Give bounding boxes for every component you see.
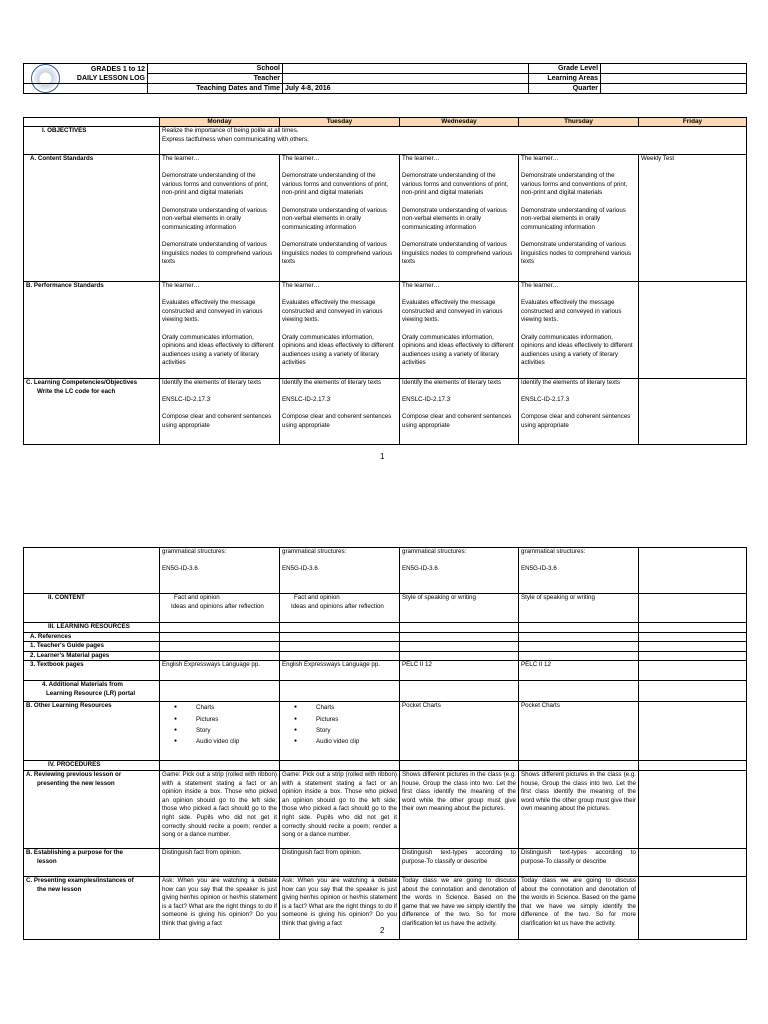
continuation-cell — [280, 548, 400, 594]
cell-text: Demonstrate understanding of various non-verbal elements in orally communicating information — [521, 206, 626, 231]
cell-text: Fact and opinion — [294, 594, 340, 601]
cell-text: The learner… — [402, 282, 440, 289]
cell-text: Orally communicates information, opinions and ideas effectively to different audiences using a variety of literary activities — [282, 333, 394, 367]
textbook-cell: English Expressways Language pp. — [280, 661, 400, 681]
cell-text: EN5G-ID-3.6 — [521, 565, 557, 573]
competencies-sublabel: Write the LC code for each — [37, 387, 116, 395]
day-friday: Friday — [639, 118, 747, 127]
presenting-label: C. Presenting examples/instances of — [26, 876, 134, 884]
competencies-cell — [519, 379, 639, 445]
weekly-test-cell — [639, 155, 747, 282]
cell-text: Evaluates effectively the message constructed and conveyed in various viewing texts. — [282, 299, 383, 324]
references-label: A. References — [24, 632, 160, 642]
page-number: 1 — [380, 452, 385, 461]
performance-standards-cell — [280, 282, 400, 379]
cell-text: Style of speaking or writing — [402, 594, 476, 601]
cell-text: Demonstrate understanding of various non-verbal elements in orally communicating information — [402, 206, 507, 231]
content-standards-cell — [400, 155, 519, 282]
quarter-field[interactable] — [601, 84, 747, 94]
list-item: ● Audio video clip — [174, 736, 277, 747]
performance-standards-label: B. Performance Standards — [24, 282, 160, 379]
review-label: A. Reviewing previous lesson or — [26, 770, 122, 778]
cell-text: Demonstrate understanding of the various forms and conventions of print, non-print and digital materials — [162, 172, 269, 197]
performance-standards-cell — [400, 282, 519, 379]
quarter-label: Quarter — [529, 84, 601, 94]
purpose-sublabel: lesson — [37, 857, 57, 865]
cell-text: Orally communicates information, opinions and ideas effectively to different audiences using a variety of literary activities — [162, 333, 274, 367]
day-tuesday: Tuesday — [280, 118, 400, 127]
objective-text: Express tactfulness when communicating with others. — [162, 135, 309, 143]
learning-resources-label: III. LEARNING RESOURCES — [24, 623, 160, 633]
page-number: 2 — [380, 926, 385, 935]
cell-text: The learner… — [162, 282, 200, 289]
purpose-label: B. Establishing a purpose for the — [26, 848, 123, 856]
log-title: DAILY LESSON LOG — [76, 74, 145, 82]
textbook-cell: PELC II 12 — [400, 661, 519, 681]
cell-text: Orally communicates information, opinions and ideas effectively to different audiences using a variety of literary activities — [402, 333, 514, 367]
grade-level-label: Grade Level — [529, 64, 601, 74]
cell-text: Evaluates effectively the message constructed and conveyed in various viewing texts. — [402, 299, 503, 324]
presenting-cell: Today class we are going to discuss about the connotation and denotation of the words in Science. Based on the game that we have we simply identify the difference of the two. So for more clarification let us have the activity. — [400, 876, 519, 939]
day-thursday: Thursday — [519, 118, 639, 127]
additional-materials-sublabel: Learning Resource (LR) portal — [46, 689, 136, 697]
purpose-cell: Distinguish text-types according to purpose-To classify or describe — [400, 848, 519, 876]
cell-text: ENSLC-ID-2.17.3 — [402, 396, 451, 404]
presenting-cell: Today class we are going to discuss about the connotation and denotation of the words in Science. Based on the game that we have we simply identify the difference of the two. So for more clarification let us have the activity. — [519, 876, 639, 939]
list-item: ● Audio video clip — [294, 736, 397, 747]
list-item: ● Story — [294, 725, 397, 736]
cell-text: The learner… — [521, 155, 559, 162]
list-item: ● Charts — [174, 702, 277, 713]
cell-text: The learner… — [162, 155, 200, 162]
cell-text: Demonstrate understanding of various linguistics nodes to comprehend various texts — [402, 240, 513, 266]
list-item: ● Charts — [294, 702, 397, 713]
cell-text: Ideas and opinions after reflection — [171, 602, 264, 610]
review-cell: Game: Pick out a strip (rolled with ribbon) with a statement stating a fact or an opinion inside a box. Those who picked an opinion should go to the left side; those who picked a fact should go to the right side. Pupils who did not get it correctly should recite a poem; render a song or a dance number. — [280, 770, 400, 848]
list-item: ● Story — [174, 725, 277, 736]
cell-text: Compose clear and coherent sentences using appropriate — [282, 413, 392, 429]
cell-text: grammatical structures: — [521, 548, 586, 555]
competencies-label: C. Learning Competencies/Objectives — [26, 379, 138, 386]
cell-text: Demonstrate understanding of the various forms and conventions of print, non-print and digital materials — [282, 172, 389, 197]
list-item: ● Pictures — [294, 714, 397, 725]
cell-text: Evaluates effectively the message constructed and conveyed in various viewing texts. — [162, 299, 263, 324]
objective-text: Realize the importance of being polite at all times. — [162, 127, 299, 134]
cell-text: grammatical structures: — [402, 548, 467, 555]
cell-text: EN5G-ID-3.6 — [402, 565, 438, 573]
content-cell — [519, 594, 639, 623]
cell-text: Demonstrate understanding of various linguistics nodes to comprehend various texts — [282, 240, 393, 266]
cell-text: Identify the elements of literary texts — [282, 379, 382, 386]
other-resources-label: B. Other Learning Resources — [24, 702, 160, 761]
learning-areas-label: Learning Areas — [529, 74, 601, 84]
content-standards-cell — [280, 155, 400, 282]
review-cell: Shows different pictures in the class (e.g. house, Group the class into two. Let the first class identify the meaning of the word while the other group must give their own meaning about the pictures. — [400, 770, 519, 848]
cell-text: Demonstrate understanding of the various forms and conventions of print, non-print and digital materials — [521, 172, 628, 197]
cell-text: ENSLC-ID-2.17.3 — [521, 396, 570, 404]
cell-text: The learner… — [402, 155, 440, 162]
content-label: II. CONTENT — [24, 594, 160, 623]
cell-text: ENSLC-ID-2.17.3 — [162, 396, 211, 404]
additional-materials-label: 4. Additional Materials from — [42, 681, 123, 689]
cell-text: Fact and opinion — [174, 594, 220, 601]
content-cell — [400, 594, 519, 623]
lesson-table-page1 — [23, 117, 747, 445]
continuation-cell — [160, 548, 280, 594]
teacher-field[interactable] — [283, 74, 529, 84]
teachers-guide-label: 1. Teacher's Guide pages — [24, 642, 160, 652]
competencies-cell — [280, 379, 400, 445]
other-resources-cell — [160, 702, 280, 761]
objectives-label: I. OBJECTIVES — [24, 127, 160, 155]
cell-text: Evaluates effectively the message constructed and conveyed in various viewing texts. — [521, 299, 622, 324]
content-standards-label: A. Content Standards — [24, 155, 160, 282]
textbook-cell: English Expressways Language pp. — [160, 661, 280, 681]
review-cell: Shows different pictures in the class (e.g. house, Group the class into two. Let the first class identify the meaning of the word while the other group must give their own meaning about the pictures. — [519, 770, 639, 848]
school-field[interactable] — [283, 64, 529, 74]
weekly-test-text: Weekly Test — [641, 155, 675, 162]
learning-areas-field[interactable] — [601, 74, 747, 84]
cell-text: The learner… — [282, 282, 320, 289]
lesson-table-page2 — [23, 547, 747, 940]
other-resources-cell — [280, 702, 400, 761]
textbook-pages-label: 3. Textbook pages — [24, 661, 160, 681]
competencies-cell — [160, 379, 280, 445]
content-cell — [280, 594, 400, 623]
learners-material-label: 2. Learner's Material pages — [24, 651, 160, 661]
performance-standards-cell — [160, 282, 280, 379]
presenting-cell: Ask: When you are watching a debate how can you say that the speaker is just giving her/his opinion or her/his statement is a fact? What are the right things to do if someone is giving his opinion? Do you think that giving a fact — [280, 876, 400, 939]
content-standards-cell — [519, 155, 639, 282]
cell-text: Identify the elements of literary texts — [162, 379, 262, 386]
day-wednesday: Wednesday — [400, 118, 519, 127]
cell-text: Demonstrate understanding of various linguistics nodes to comprehend various texts — [162, 240, 273, 266]
review-cell: Game: Pick out a strip (rolled with ribbon) with a statement stating a fact or an opinion inside a box. Those who picked an opinion should go to the left side; those who picked a fact should go to the right side. Pupils who did not get it correctly should recite a poem; render a song or a dance number. — [160, 770, 280, 848]
cell-text: ENSLC-ID-2.17.3 — [282, 396, 331, 404]
cell-text: Demonstrate understanding of various non-verbal elements in orally communicating information — [282, 206, 387, 231]
cell-text: Identify the elements of literary texts — [402, 379, 502, 386]
cell-text: Demonstrate understanding of various non-verbal elements in orally communicating information — [162, 206, 267, 231]
performance-standards-cell — [519, 282, 639, 379]
review-sublabel: presenting the new lesson — [37, 779, 115, 787]
content-standards-cell — [160, 155, 280, 282]
cell-text: The learner… — [282, 155, 320, 162]
grades-label: GRADES 1 to 12 — [90, 65, 145, 73]
procedures-label: IV. PROCEDURES — [24, 761, 160, 771]
cell-text: grammatical structures: — [162, 548, 227, 555]
cell-text: Demonstrate understanding of the various forms and conventions of print, non-print and digital materials — [402, 172, 509, 197]
cell-text: Compose clear and coherent sentences using appropriate — [162, 413, 272, 429]
other-resources-cell: Pocket Charts — [400, 702, 519, 761]
cell-text: Compose clear and coherent sentences using appropriate — [521, 413, 631, 429]
content-cell — [160, 594, 280, 623]
purpose-cell: Distinguish fact from opinion. — [160, 848, 280, 876]
teacher-label: Teacher — [148, 74, 283, 84]
cell-text: EN5G-ID-3.6 — [282, 565, 318, 573]
cell-text: Demonstrate understanding of various linguistics nodes to comprehend various texts — [521, 240, 632, 266]
competencies-cell — [400, 379, 519, 445]
continuation-cell — [519, 548, 639, 594]
cell-text: Orally communicates information, opinions and ideas effectively to different audiences using a variety of literary activities — [521, 333, 633, 367]
dates-label: Teaching Dates and Time — [148, 84, 283, 94]
textbook-cell: PELC II 12 — [519, 661, 639, 681]
cell-text: The learner… — [521, 282, 559, 289]
cell-text: grammatical structures: — [282, 548, 347, 555]
list-item: ● Pictures — [174, 714, 277, 725]
cell-text: Style of speaking or writing — [521, 594, 595, 601]
dates-value: July 4-8, 2016 — [283, 84, 529, 94]
grade-level-field[interactable] — [601, 64, 747, 74]
purpose-cell: Distinguish text-types according to purpose-To classify or describe — [519, 848, 639, 876]
presenting-sublabel: the new lesson — [37, 885, 82, 893]
cell-text: Identify the elements of literary texts — [521, 379, 621, 386]
presenting-cell: Ask: When you are watching a debate how can you say that the speaker is just giving her/his opinion or her/his statement is a fact? What are the right things to do if someone is giving his opinion? Do you think that giving a fact — [160, 876, 280, 939]
cell-text: Compose clear and coherent sentences using appropriate — [402, 413, 512, 429]
school-label: School — [148, 64, 283, 74]
header-table — [23, 63, 747, 94]
continuation-cell — [400, 548, 519, 594]
cell-text: Ideas and opinions after reflection — [291, 602, 384, 610]
other-resources-cell: Pocket Charts — [519, 702, 639, 761]
purpose-cell: Distinguish fact from opinion. — [280, 848, 400, 876]
cell-text: EN5G-ID-3.6 — [162, 565, 198, 573]
day-monday: Monday — [160, 118, 280, 127]
